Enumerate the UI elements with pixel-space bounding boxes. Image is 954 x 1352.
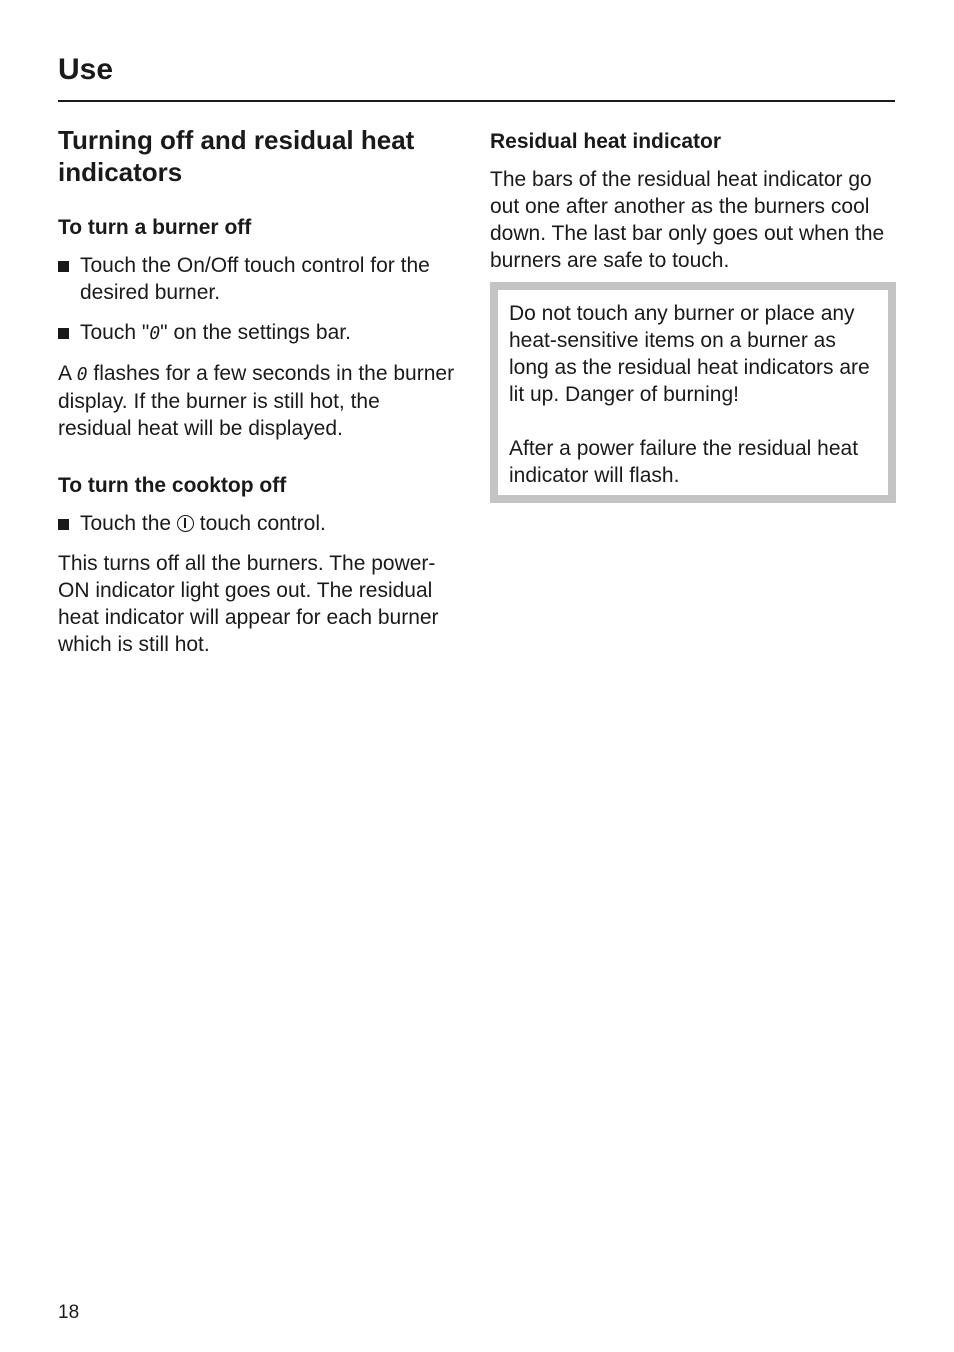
page-header: [58, 50, 895, 102]
list-item: [58, 510, 458, 537]
left-column: [58, 124, 458, 658]
cooktop-off-heading: To turn the cooktop off: [58, 474, 287, 497]
bullet-text-start: Touch ": [80, 321, 150, 344]
list-item: [58, 252, 458, 306]
burner-off-paragraph: [58, 360, 458, 442]
paragraph-start: A: [58, 362, 77, 385]
zero-symbol: 0: [149, 323, 161, 344]
bullet-square-icon: [58, 328, 69, 339]
bullet-text-end: touch control.: [193, 512, 326, 535]
warning-paragraph: Do not touch any burner or place any heat-sensitive items on a burner as long as the residual heat indicators are lit up. Danger of burning!: [509, 302, 870, 406]
page-title: Use: [58, 53, 114, 86]
bullet-square-icon: [58, 261, 69, 272]
bullet-text-end: " on the settings bar.: [160, 321, 351, 344]
warning-box: [490, 282, 896, 503]
right-column: [490, 124, 896, 503]
bullet-text-start: Touch the: [80, 512, 177, 535]
residual-heat-paragraph: The bars of the residual heat indicator go out one after another as the burners cool down. The last bar only goes out when the burners are safe to touch.: [490, 168, 885, 272]
burner-off-heading: To turn a burner off: [58, 216, 252, 239]
residual-heat-heading: Residual heat indicator: [490, 130, 722, 153]
bullet-text: Touch the On/Off touch control for the desired burner.: [80, 254, 430, 304]
cooktop-off-paragraph: This turns off all the burners. The power-ON indicator light goes out. The residual heat indicator will appear for each burner which is still hot.: [58, 552, 439, 656]
paragraph-end: flashes for a few seconds in the burner display. If the burner is still hot, the residual heat will be displayed.: [58, 362, 455, 440]
bullet-square-icon: [58, 519, 69, 530]
page-number: 18: [58, 1302, 80, 1323]
power-failure-paragraph: After a power failure the residual heat indicator will flash.: [509, 437, 859, 487]
power-icon: [177, 515, 194, 532]
zero-symbol: 0: [76, 364, 88, 385]
section-heading: Turning off and residual heat indicators: [58, 125, 415, 187]
list-item: [58, 319, 458, 347]
